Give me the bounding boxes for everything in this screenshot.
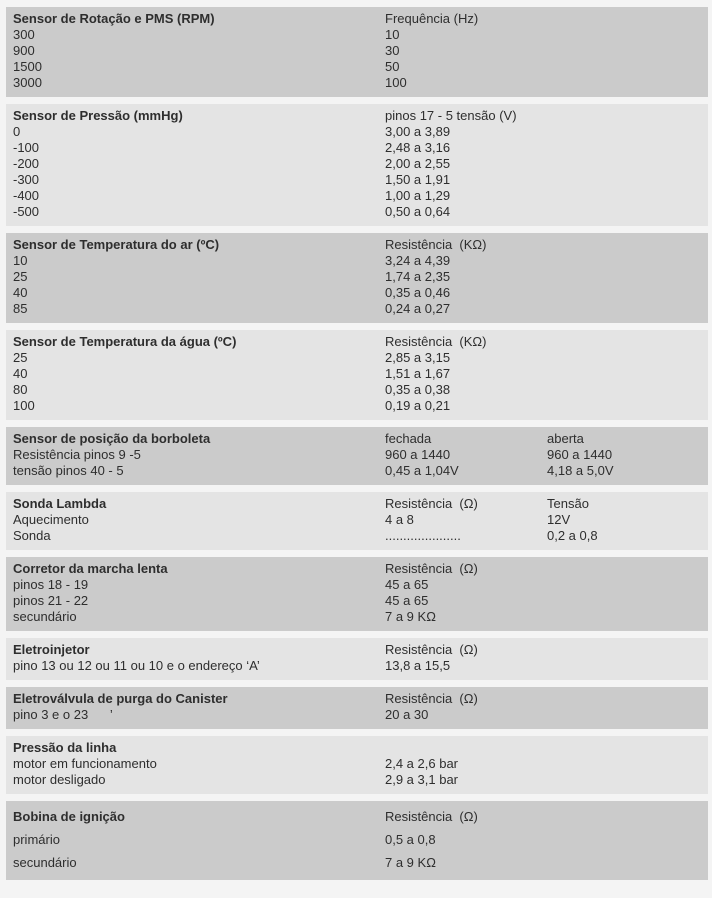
column2-header: Resistência (Ω)	[385, 561, 478, 576]
spec-section	[6, 492, 708, 550]
section-header-row	[6, 11, 708, 27]
column3-header	[547, 11, 708, 27]
row-value: 2,4 a 2,6 bar	[385, 756, 458, 771]
row-value: 4 a 8	[385, 512, 414, 527]
row-value: 10	[385, 27, 400, 42]
row-value: 0,5 a 0,8	[385, 832, 436, 847]
table-row	[6, 398, 708, 414]
row-value: 0,50 a 0,64	[385, 204, 451, 219]
table-row	[6, 528, 708, 544]
table-row	[6, 253, 708, 269]
row-value-2	[547, 851, 708, 874]
row-value-2: 4,18 a 5,0V	[547, 463, 614, 478]
row-label: 25	[13, 350, 28, 365]
row-value-2	[547, 188, 708, 204]
section-header-row	[6, 237, 708, 253]
column3-header	[547, 740, 708, 756]
row-value-2	[547, 577, 708, 593]
column2-header: Resistência (KΩ)	[385, 334, 487, 349]
column2-header: Resistência (Ω)	[385, 691, 478, 706]
column3-header: aberta	[547, 431, 584, 446]
row-label: 40	[13, 285, 28, 300]
row-value-2	[547, 204, 708, 220]
row-value: 2,9 a 3,1 bar	[385, 772, 458, 787]
row-label: -500	[13, 204, 40, 219]
row-value-2	[547, 658, 708, 674]
column2-header: Frequência (Hz)	[385, 11, 479, 26]
table-row	[6, 156, 708, 172]
row-value: 2,00 a 2,55	[385, 156, 451, 171]
spec-section	[6, 801, 708, 880]
row-label: 25	[13, 269, 28, 284]
row-label: 1500	[13, 59, 42, 74]
column3-header	[547, 561, 708, 577]
row-value-2	[547, 707, 708, 723]
column2-header: Resistência (Ω)	[385, 642, 478, 657]
section-title: Sensor de Temperatura da água (ºC)	[13, 334, 237, 349]
column2-header: pinos 17 - 5 tensão (V)	[385, 108, 517, 123]
row-label: 100	[13, 398, 35, 413]
row-label: tensão pinos 40 - 5	[13, 463, 124, 478]
row-value-2	[547, 124, 708, 140]
row-label: primário	[13, 832, 60, 847]
section-title: Corretor da marcha lenta	[13, 561, 168, 576]
row-value: 960 a 1440	[385, 447, 451, 462]
row-value: 1,74 a 2,35	[385, 269, 451, 284]
row-value: 13,8 a 15,5	[385, 658, 451, 673]
column3-header: Tensão	[547, 496, 589, 511]
table-row	[6, 828, 708, 851]
section-header-row	[6, 496, 708, 512]
row-value-2	[547, 43, 708, 59]
table-row	[6, 124, 708, 140]
row-label: -100	[13, 140, 40, 155]
row-label: pino 3 e o 23 ’	[13, 707, 113, 722]
table-row	[6, 204, 708, 220]
table-row	[6, 382, 708, 398]
table-row	[6, 463, 708, 479]
row-label: -300	[13, 172, 40, 187]
section-header-row	[6, 805, 708, 828]
row-label: 10	[13, 253, 28, 268]
row-value-2	[547, 398, 708, 414]
row-label: Sonda	[13, 528, 51, 543]
row-value-2	[547, 75, 708, 91]
row-value: 1,50 a 1,91	[385, 172, 451, 187]
section-header-row	[6, 642, 708, 658]
row-label: secundário	[13, 609, 77, 624]
column2-header: Resistência (Ω)	[385, 809, 478, 824]
table-row	[6, 593, 708, 609]
row-value: 45 a 65	[385, 577, 429, 592]
table-row	[6, 43, 708, 59]
section-header-row	[6, 740, 708, 756]
spec-section	[6, 736, 708, 794]
spec-section	[6, 233, 708, 323]
section-header-row	[6, 108, 708, 124]
table-row	[6, 172, 708, 188]
table-row	[6, 59, 708, 75]
column2-header: fechada	[385, 431, 432, 446]
table-row	[6, 577, 708, 593]
table-row	[6, 609, 708, 625]
row-value: 2,48 a 3,16	[385, 140, 451, 155]
row-value-2	[547, 156, 708, 172]
section-header-row	[6, 691, 708, 707]
section-title: Sonda Lambda	[13, 496, 107, 511]
section-title: Eletroválvula de purga do Canister	[13, 691, 228, 706]
spec-section	[6, 427, 708, 485]
row-label: Resistência pinos 9 -5	[13, 447, 141, 462]
row-value-2	[547, 269, 708, 285]
row-value: 0,35 a 0,38	[385, 382, 451, 397]
section-title: Sensor de Rotação e PMS (RPM)	[13, 11, 215, 26]
table-row	[6, 772, 708, 788]
table-row	[6, 851, 708, 874]
column3-header	[547, 334, 708, 350]
row-value-2	[547, 756, 708, 772]
row-value-2	[547, 609, 708, 625]
row-value: 7 a 9 KΩ	[385, 855, 436, 870]
column3-header	[547, 642, 708, 658]
row-value-2	[547, 140, 708, 156]
row-label: pinos 21 - 22	[13, 593, 89, 608]
row-label: motor desligado	[13, 772, 106, 787]
column2-header: Resistência (KΩ)	[385, 237, 487, 252]
row-value-2	[547, 285, 708, 301]
spec-section	[6, 638, 708, 680]
row-label: motor em funcionamento	[13, 756, 157, 771]
row-value: 50	[385, 59, 400, 74]
row-value: 7 a 9 KΩ	[385, 609, 436, 624]
row-value-2	[547, 382, 708, 398]
row-label: pinos 18 - 19	[13, 577, 89, 592]
row-value: 0,35 a 0,46	[385, 285, 451, 300]
row-value: 0,24 a 0,27	[385, 301, 451, 316]
spec-section	[6, 104, 708, 226]
row-value: .....................	[385, 528, 461, 543]
section-title: Sensor de Pressão (mmHg)	[13, 108, 183, 123]
row-value-2	[547, 593, 708, 609]
row-value: 45 a 65	[385, 593, 429, 608]
column2-header	[385, 740, 547, 756]
row-label: 80	[13, 382, 28, 397]
table-row	[6, 188, 708, 204]
row-value-2	[547, 772, 708, 788]
spec-section	[6, 687, 708, 729]
table-row	[6, 27, 708, 43]
row-value-2: 960 a 1440	[547, 447, 613, 462]
row-label: 900	[13, 43, 35, 58]
table-row	[6, 269, 708, 285]
row-value: 1,51 a 1,67	[385, 366, 451, 381]
section-header-row	[6, 561, 708, 577]
row-value: 0,45 a 1,04V	[385, 463, 459, 478]
row-value: 1,00 a 1,29	[385, 188, 451, 203]
column3-header	[547, 237, 708, 253]
row-value: 2,85 a 3,15	[385, 350, 451, 365]
row-label: pino 13 ou 12 ou 11 ou 10 e o endereço ‘A’	[13, 658, 260, 673]
section-title: Eletroinjetor	[13, 642, 90, 657]
row-value: 100	[385, 75, 407, 90]
row-label: 40	[13, 366, 28, 381]
row-value: 0,19 a 0,21	[385, 398, 451, 413]
section-title: Sensor de posição da borboleta	[13, 431, 211, 446]
column2-header: Resistência (Ω)	[385, 496, 478, 511]
section-header-row	[6, 431, 708, 447]
spec-section	[6, 7, 708, 97]
row-label: secundário	[13, 855, 77, 870]
column3-header	[547, 691, 708, 707]
row-label: Aquecimento	[13, 512, 89, 527]
row-value-2: 0,2 a 0,8	[547, 528, 598, 543]
section-title: Pressão da linha	[13, 740, 117, 755]
row-value: 20 a 30	[385, 707, 429, 722]
row-value-2	[547, 828, 708, 851]
table-row	[6, 447, 708, 463]
row-value: 3,00 a 3,89	[385, 124, 451, 139]
row-value-2	[547, 350, 708, 366]
row-value-2	[547, 59, 708, 75]
row-value-2	[547, 366, 708, 382]
row-label: -200	[13, 156, 40, 171]
table-row	[6, 350, 708, 366]
spec-section	[6, 557, 708, 631]
table-row	[6, 301, 708, 317]
section-title: Bobina de ignição	[13, 809, 125, 824]
row-value-2	[547, 253, 708, 269]
row-value-2: 12V	[547, 512, 571, 527]
row-label: 300	[13, 27, 35, 42]
row-value: 3,24 a 4,39	[385, 253, 451, 268]
column3-header	[547, 108, 708, 124]
table-row	[6, 512, 708, 528]
section-title: Sensor de Temperatura do ar (ºC)	[13, 237, 220, 252]
table-row	[6, 707, 708, 723]
section-header-row	[6, 334, 708, 350]
spec-section	[6, 330, 708, 420]
table-row	[6, 285, 708, 301]
table-row	[6, 75, 708, 91]
column3-header	[547, 805, 708, 828]
row-value: 30	[385, 43, 400, 58]
row-value-2	[547, 27, 708, 43]
row-label: 3000	[13, 75, 42, 90]
row-label: -400	[13, 188, 40, 203]
table-row	[6, 366, 708, 382]
row-value-2	[547, 172, 708, 188]
table-row	[6, 140, 708, 156]
row-value-2	[547, 301, 708, 317]
row-label: 0	[13, 124, 21, 139]
table-row	[6, 658, 708, 674]
row-label: 85	[13, 301, 28, 316]
table-row	[6, 756, 708, 772]
